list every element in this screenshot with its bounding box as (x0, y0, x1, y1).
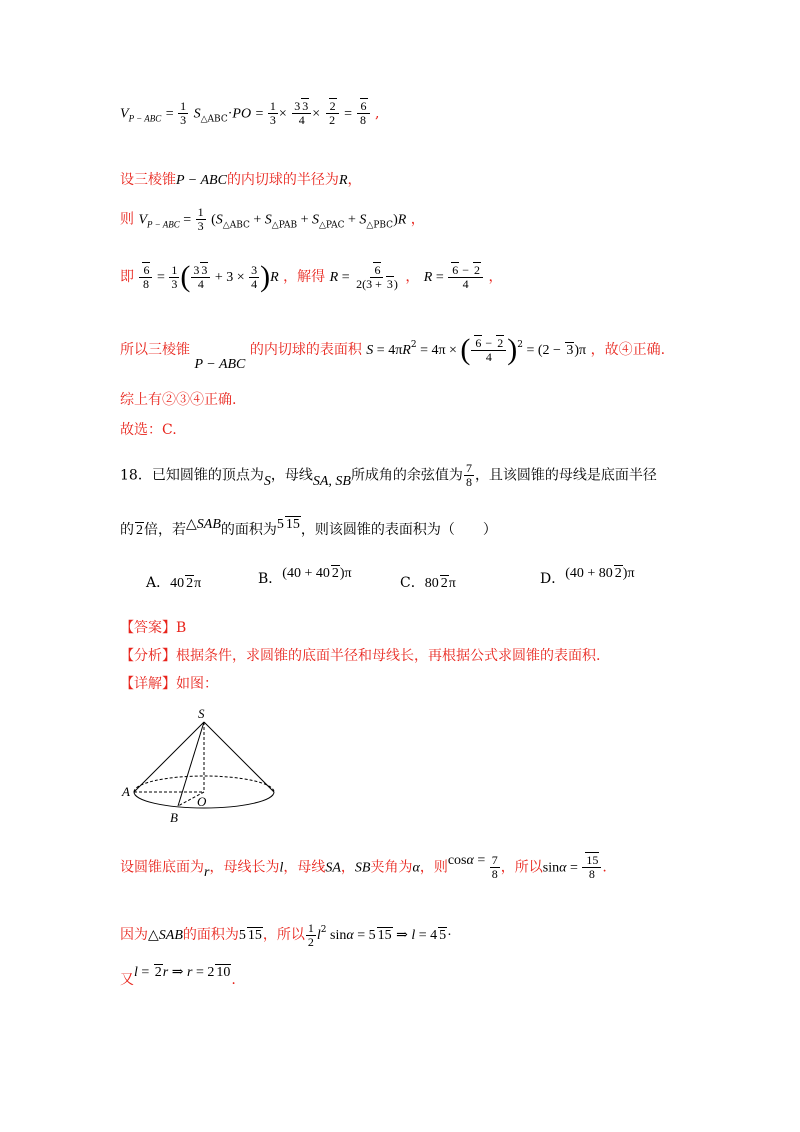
question-18-line1: 18．已知圆锥的顶点为S，母线SA, SB所成角的余弦值为 $\frac{7}{8}$ ，且该圆锥的母线是底面半径 (120, 461, 657, 489)
surface-area-line: 所以三棱锥 P − ABC 的内切球的表面积 $S = 4\pi R^2 = 4\pi$ × ( $\frac{6 - 2}{4}$ )$^2$ = (2 − 3)π ，故④正确. (120, 333, 666, 372)
analysis-line: 【分析】根据条件，求圆锥的底面半径和母线长，再根据公式求圆锥的表面积. (120, 648, 601, 664)
set-radius-line: 设三棱锥P − ABC的内切球的半径为R， (120, 172, 362, 188)
option-c[interactable]: C．80 2π (400, 575, 456, 591)
volume-equation: $V_{P - ABC}$ = $\frac{1}{3}$ $S_{\triangle ABC}\cdot PO$ = $\frac{1}{3}$ × $\frac{3 3}{4}$ × $\frac{2}{2}$ = $\frac{6}{8}$ , (120, 99, 380, 127)
cone-figure (118, 700, 298, 830)
option-b[interactable]: B．(40 + 40 2)π (258, 566, 352, 587)
solution-line1: 设圆锥底面为r，母线长为l，母线SA，SB夹角为α，则cosα = $\frac{7}{8}$ ，所以sinα = $\frac{15}{8}$ . (120, 852, 607, 881)
choose-line: 故选：C. (120, 422, 177, 438)
option-d[interactable]: D．(40 + 80 2)π (540, 566, 635, 587)
label-s: S (198, 706, 205, 721)
then-equation: 则 $V_{P - ABC}$ = $\frac{1}{3}$ $(S_{\triangle ABC} + S_{\triangle PAB} + S_{\triangle PAC} + S_{\triangle PBC})R$ ， (120, 205, 425, 233)
radius-equation: 即 $\frac{6}{8}$ = $\frac{1}{3}$ ( $\frac{3 3}{4}$ + 3 × $\frac{3}{4}$ )R ，解得 R = $\frac{6}{2(3 + 3)}$ ， R = $\frac{6 - 2}{4}$ ， (120, 260, 503, 293)
solution-line3: 又l = 2r ⇒ r = 2 10. (120, 965, 236, 988)
summary-line: 综上有②③④正确. (120, 392, 237, 408)
question-18-line2: 的 2倍，若△SAB的面积为5 15，则该圆锥的表面积为（ ） (120, 517, 497, 538)
detail-line: 【详解】如图： (120, 676, 218, 692)
answer-line: 【答案】B (120, 620, 187, 636)
solution-line2: 因为△SAB的面积为5 15，所以 $\frac{1}{2}$ $l^2$ sinα = 5 15 ⇒ l = 4 5· (120, 920, 452, 949)
label-a: A (122, 784, 130, 799)
option-a[interactable]: A．40 2π (146, 575, 202, 591)
label-o: O (197, 794, 207, 809)
label-b: B (170, 810, 178, 825)
